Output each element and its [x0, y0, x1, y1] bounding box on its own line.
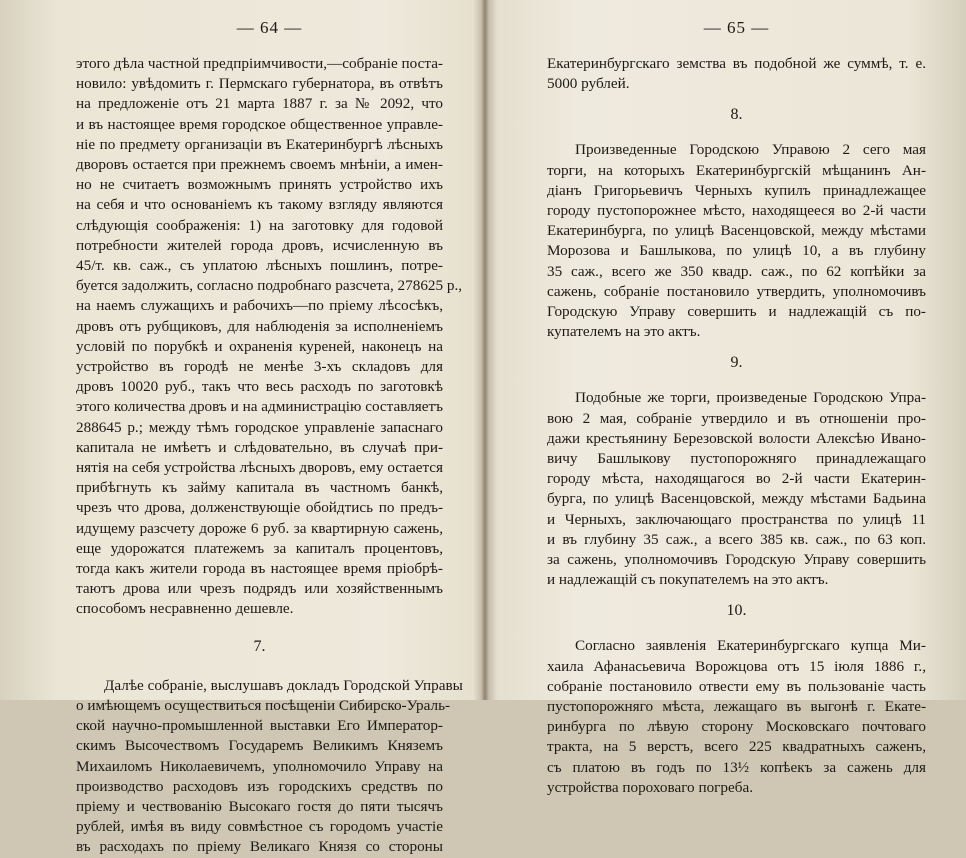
text-line: но не считаетъ возможнымъ принять устройство ихъ: [76, 176, 443, 194]
text-line: городу пустопорожнее мѣсто, находящееся во 2-й части: [547, 202, 926, 220]
text-line: прибѣгнуть къ займу капитала въ частномъ банкѣ,: [76, 479, 443, 497]
text-line: способомъ несравненно дешевле.: [76, 600, 294, 618]
text-line: этого дѣла частной предпріимчивости,—собраніе поста-: [76, 55, 443, 72]
text-line: Екатеринбургскаго земства въ подобной же суммѣ, т. е.: [547, 55, 926, 72]
text-line: капитала не имѣетъ и слѣдовательно, въ случаѣ при-: [76, 438, 443, 456]
text-line: на предложеніе отъ 21 марта 1887 г. за № 2092, что: [76, 95, 443, 113]
text-line: городу мѣста, находящагося во 2-й части Екатерин-: [547, 470, 926, 488]
text-line: пріему и чествованію Высокаго гостя до пяти тысячъ: [76, 797, 443, 815]
text-line: дажи крестьянину Березовской волости Алексѣю Ивано-: [547, 429, 926, 447]
right-paragraph-9: [547, 388, 926, 590]
section-number-10: 10.: [726, 602, 747, 620]
text-line: Михаиломъ Николаевичемъ, уполномочило Управу на: [76, 757, 443, 775]
section-number-7: 7.: [253, 637, 266, 655]
right-page: [487, 0, 966, 796]
text-line: ринбурга по лѣвую сторону Московскаго почтоваго: [547, 718, 926, 736]
text-line: купателемъ на это актъ.: [547, 323, 701, 341]
text-line: условій по порубкѣ и охраненія куреней, наконецъ на: [76, 337, 443, 355]
text-line: таютъ дрова или чрезъ подрядъ или хозяйственнымъ: [76, 580, 443, 598]
text-line: на себя и что основаніемъ къ такому взгляду являются: [76, 196, 443, 214]
text-line: еще удорожатся платежемъ за капиталъ процентовъ,: [76, 539, 443, 557]
text-line: и надлежащій съ покупателемъ на это актъ.: [547, 571, 829, 589]
text-line: 45/т. кв. саж., съ уплатою лѣсныхъ пошлинъ, потре-: [76, 257, 443, 275]
text-line: идущему разсчету дороже 6 руб. за квартирную сажень,: [76, 519, 443, 537]
text-line: дровъ 10020 руб., такъ что весь расходъ по заготовкѣ: [76, 378, 443, 396]
text-line: 35 саж., всего же 350 квадр. саж., по 62 копѣйки за: [547, 262, 926, 280]
text-line: производство расходовъ изъ городскихъ средствъ по: [76, 777, 443, 795]
text-line: ніе по предмету организаціи въ Екатеринбургѣ лѣсныхъ: [76, 135, 443, 153]
right-paragraph-continued: [547, 54, 926, 94]
text-line: хаила Афанасьевича Ворожцова отъ 15 іюля 1886 г.,: [547, 657, 926, 675]
left-page: [0, 0, 483, 856]
section-number-8: 8.: [730, 106, 743, 124]
text-line: устройства пороховаго погреба.: [547, 778, 754, 796]
text-line: вою 2 мая, собраніе утвердило и въ отношеніи про-: [547, 409, 926, 427]
text-line: Морозова и Башлыкова, по улицѣ 10, а въ глубину: [547, 242, 926, 260]
text-line: ской научно-промышленной выставки Его Император-: [76, 717, 443, 735]
page-number-left: — 64 —: [236, 18, 303, 37]
text-line: 288645 р.; между тѣмъ городское управленіе запаснаго: [76, 418, 443, 436]
text-line: Городскую Управу совершить и надлежащій съ по-: [547, 303, 926, 321]
text-line: и въ настоящее время городское общественное управле-: [76, 115, 443, 133]
text-line: и въ глубину 35 саж., а всего 385 кв. саж., по 63 коп.: [547, 530, 926, 548]
text-line: торги, на которыхъ Екатеринбургскій мѣщанинъ Ан-: [547, 161, 926, 179]
text-line: дворовъ остается при прежнемъ своемъ мнѣніи, а имен-: [76, 156, 443, 174]
text-line: нятія на себя устройства лѣсныхъ дворовъ, ему остается: [76, 459, 443, 477]
text-line: скимъ Высочествомъ Государемъ Великимъ Княземъ: [76, 737, 443, 755]
text-line: чрезъ что дрова, долженствующіе обойдтись по предъ-: [76, 499, 443, 517]
text-line: тракта, на 5 верстъ, всего 225 квадратныхъ саженъ,: [547, 738, 926, 756]
text-line: діанъ Григорьевичъ Черныхъ купилъ принадлежащее: [547, 181, 926, 199]
text-line: и Черныхъ, заключающаго пространства по улицѣ 11: [547, 510, 926, 528]
text-line: за сажень, уполномочивъ Городскую Управу совершить: [547, 551, 926, 569]
text-line: 5000 рублей.: [547, 75, 630, 93]
text-line: тогда какъ жители города въ настоящее время пріобрѣ-: [76, 560, 443, 578]
text-line: слѣдующія соображенія: 1) на заготовку для годовой: [76, 216, 443, 234]
text-line: этого количества дровъ и на администрацію составляетъ: [76, 398, 443, 416]
text-line: Произведенные Городскою Управою 2 сего мая: [575, 141, 926, 159]
text-line: Далѣе собраніе, выслушавъ докладъ Городской Управы: [104, 676, 463, 694]
text-line: потребности жителей города дровъ, исчисленную въ: [76, 236, 443, 254]
right-paragraph-10: [547, 636, 926, 798]
page-number-right: — 65 —: [703, 18, 770, 37]
text-line: Екатеринбурга, по улицѣ Васенцовской, между мѣстами: [547, 222, 926, 240]
left-paragraph-1: [76, 54, 463, 620]
text-line: вичу Башлыкову пустопорожняго принадлежащаго: [547, 450, 926, 468]
text-line: о имѣющемъ осуществиться посѣщеніи Сибирско-Ураль-: [76, 696, 451, 714]
section-number-9: 9.: [730, 354, 743, 372]
text-line: дровъ отъ рубщиковъ, для наблюденія за исполненіемъ: [76, 317, 443, 335]
text-line: Подобные же торги, произведеные Городскою Упра-: [575, 389, 926, 407]
text-line: въ расходахъ по пріему Великаго Князя со стороны: [76, 838, 443, 856]
text-line: новило: увѣдомить г. Пермскаго губернатора, въ отвѣтъ: [76, 75, 443, 93]
text-line: бурга, по улицѣ Васенцовской, между мѣстами Бадьина: [547, 490, 926, 508]
text-line: Согласно заявленія Екатеринбургскаго купца Ми-: [575, 637, 926, 655]
text-line: устройство въ городѣ не менѣе 3-хъ складовъ для: [76, 358, 443, 376]
left-paragraph-2: [76, 676, 463, 858]
right-paragraph-8: [547, 140, 926, 342]
text-line: сажень, собраніе постановило утвердить, уполномочивъ: [547, 282, 926, 300]
text-line: рублей, имѣя въ виду совмѣстное съ городомъ участіе: [76, 818, 443, 836]
text-line: собраніе постановило отвести ему въ пользованіе часть: [547, 677, 926, 695]
text-line: буется задолжить, согласно подробнаго разсчета, 278625 р.,: [76, 277, 463, 295]
text-line: съ платою въ годъ по 13½ копѣекъ за сажень для: [547, 758, 926, 776]
text-line: на наемъ служащихъ и рабочихъ—по пріему лѣсосѣкъ,: [76, 297, 443, 315]
text-line: пустопорожняго мѣста, лежащаго въ выгонѣ г. Екате-: [547, 698, 926, 716]
